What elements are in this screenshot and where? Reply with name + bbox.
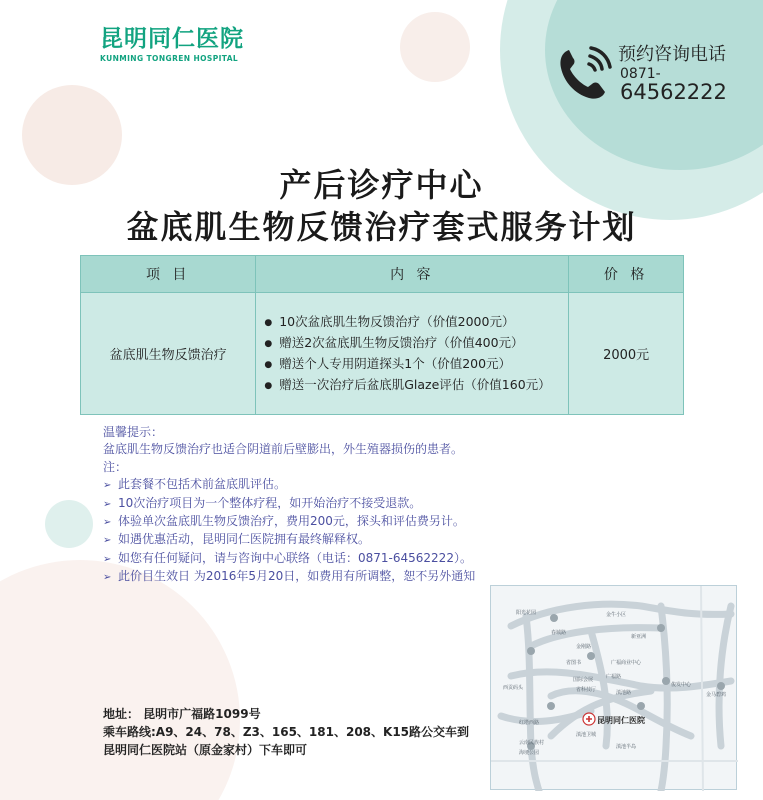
svg-text:省科技厅: 省科技厅 [576,687,597,693]
arrow-icon: ➢ [103,535,112,547]
arrow-icon: ➢ [103,498,112,510]
svg-text:新亚洲: 新亚洲 [631,634,647,640]
svg-text:俊发中心: 俊发中心 [671,682,692,688]
svg-text:省图书: 省图书 [566,660,582,666]
address-block [103,705,469,759]
content-list [256,312,568,396]
list-item: ● 赠送一次治疗后盆底肌Glaze评估（价值160元） [264,375,568,396]
hospital-marker-icon [583,713,595,725]
logo-chinese-name: 昆明同仁医院 [100,26,244,52]
phone-number: 64562222 [620,80,727,104]
svg-text:广福路: 广福路 [606,674,622,680]
note-item: ➢ 如遇优惠活动，昆明同仁医院拥有最终解释权。 [103,531,663,549]
note-item: ➢ 此价目生效日 为2016年5月20日，如费用有所调整，恕不另外通知 [103,568,663,586]
cell-content [256,293,569,415]
decor-circle-pink-top [400,12,470,82]
list-item: ● 赠送个人专用阴道探头1个（价值200元） [264,354,568,375]
cell-price: 2000元 [569,293,684,415]
header-item: 项 目 [81,256,256,293]
bus-stop-line: 昆明同仁医院站（原金家村）下车即可 [103,743,308,757]
svg-text:红塔西路: 红塔西路 [519,720,540,726]
bus-route-line: 乘车路线:A9、24、78、Z3、165、181、208、K15路公交车到 [103,725,470,739]
svg-text:海埂公园: 海埂公园 [519,750,540,756]
service-table [80,255,684,415]
arrow-icon: ➢ [103,553,112,565]
svg-text:滇池卫城: 滇池卫城 [576,732,597,738]
list-item: ● 10次盆底肌生物反馈治疗（价值2000元） [264,312,568,333]
logo-english-name: KUNMING TONGREN HOSPITAL [100,54,239,63]
svg-text:滇池路: 滇池路 [616,690,632,696]
note-item: ➢ 体验单次盆底肌生物反馈治疗，费用200元，探头和评估费另计。 [103,513,663,531]
svg-text:金刚路: 金刚路 [576,644,592,650]
table-header-row [81,256,684,293]
svg-text:金牛小区: 金牛小区 [606,612,627,618]
table-row [81,293,684,415]
page-subtitle: 盆底肌生物反馈治疗套式服务计划 [126,208,637,246]
note-item: ➢ 此套餐不包括术前盆底肌评估。 [103,476,663,494]
decor-circle-teal-small [45,500,93,548]
location-map [490,585,737,790]
phone-handset-icon [555,40,617,102]
decor-circle-pink-bottom [0,560,240,800]
phone-title: 预约咨询电话 [618,44,726,65]
svg-text:云南民族村: 云南民族村 [519,740,545,746]
arrow-icon: ➢ [103,517,112,529]
arrow-icon: ➢ [103,480,112,492]
header-content: 内 容 [256,256,569,293]
note-item: ➢ 10次治疗项目为一个整体疗程，如开始治疗不接受退款。 [103,495,663,513]
svg-text:国际会展: 国际会展 [573,677,594,683]
svg-text:广福商业中心: 广福商业中心 [611,660,642,666]
map-hospital-label: 昆明同仁医院 [597,716,645,725]
note-item: ➢ 如您有任何疑问，请与咨询中心联络（电话：0871-64562222）。 [103,550,663,568]
svg-text:西贡码头: 西贡码头 [503,685,524,691]
phone-prefix: 0871- [620,66,661,82]
address-line: 地址： 昆明市广福路1099号 [103,707,261,721]
hospital-logo [100,20,244,63]
svg-text:春城路: 春城路 [551,630,567,636]
page-title: 产后诊疗中心 [279,166,484,204]
header-price: 价 格 [569,256,684,293]
svg-text:金马碧鸡: 金马碧鸡 [706,692,727,698]
svg-text:阳光花园: 阳光花园 [516,610,537,616]
svg-text:滇池半岛: 滇池半岛 [616,744,637,750]
arrow-icon: ➢ [103,572,112,584]
tip-label: 温馨提示： [103,425,164,439]
list-item: ● 赠送2次盆底肌生物反馈治疗（价值400元） [264,333,568,354]
note-label: 注： [103,459,128,474]
map-roads [491,586,738,791]
cell-item: 盆底肌生物反馈治疗 [81,293,256,415]
notes-section [103,424,663,587]
tip-text: 盆底肌生物反馈治疗也适合阴道前后壁膨出，外生殖器损伤的患者。 [103,442,464,457]
